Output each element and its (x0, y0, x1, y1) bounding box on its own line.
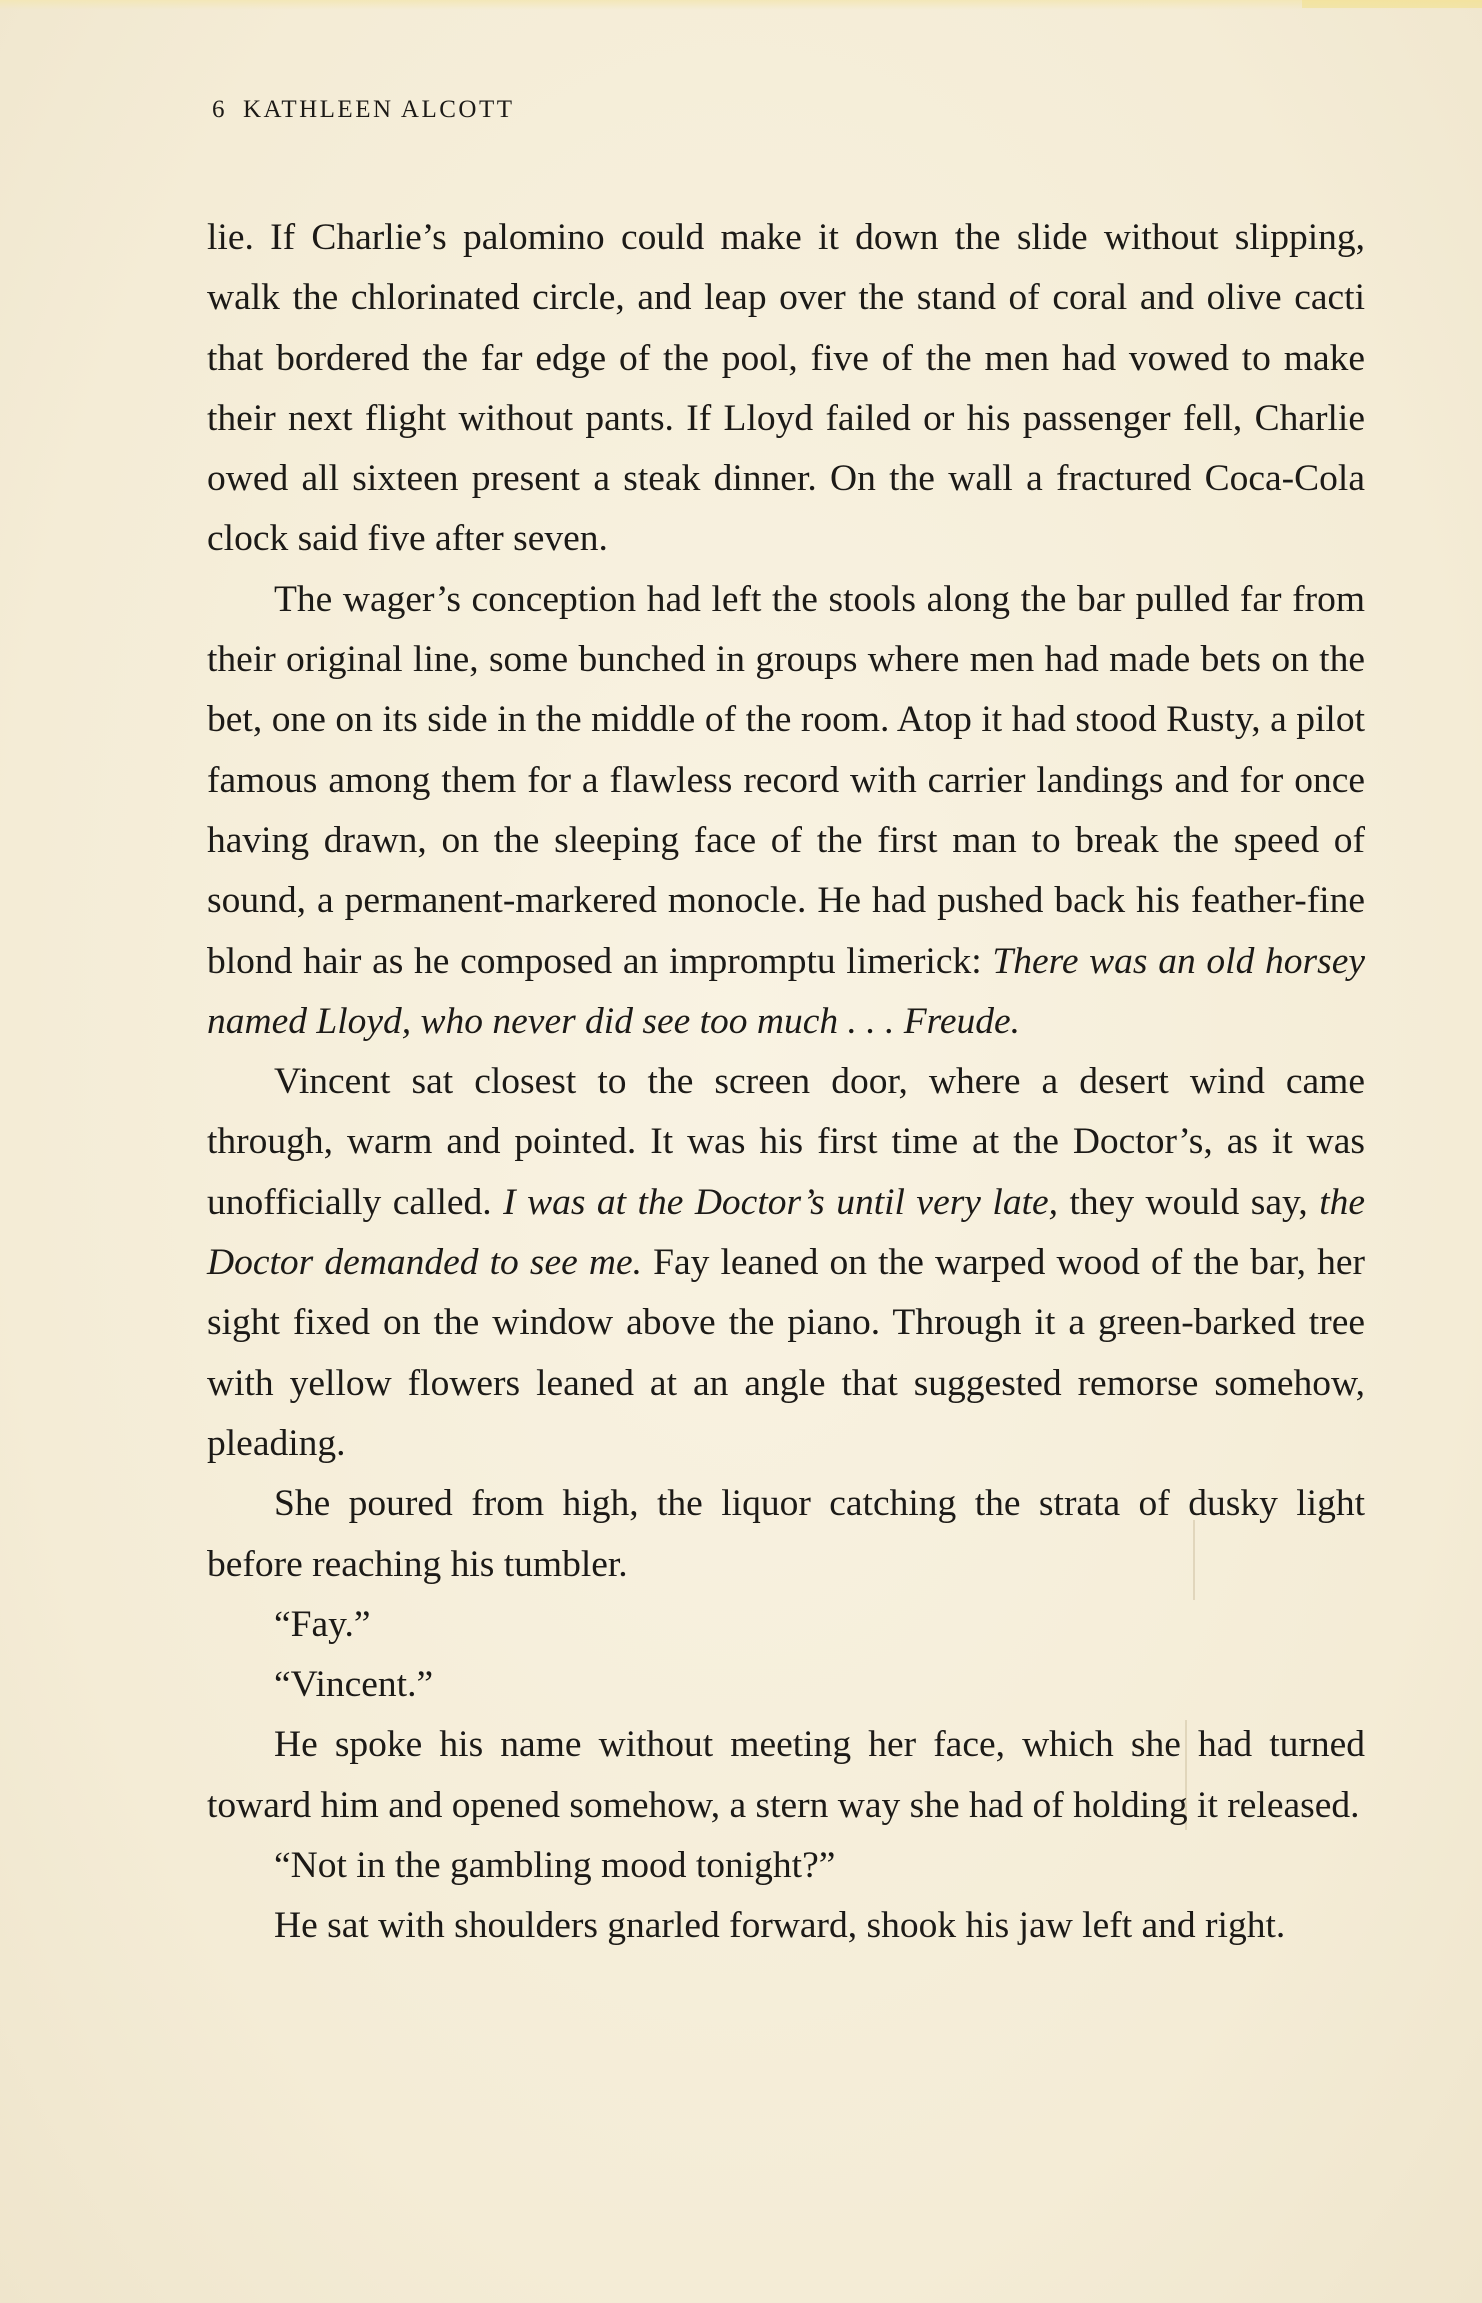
paragraph: He spoke his name without meeting her face, which she had turned toward him and opened somehow, a stern way she had of holding it released. (207, 1724, 1365, 1826)
paragraph-text: Vincent sat closest to the screen door, where a desert wind came through, warm and pointed. It was his first time at the Doctor’s, as it was unofficially called. (207, 1061, 1365, 1223)
italic-limerick: There was an old horsey named Lloyd, who never did see too much . . . Freude. (207, 940, 1365, 1042)
running-head (212, 96, 515, 124)
paragraph (207, 570, 1365, 1052)
dialogue-line: “Not in the gambling mood tonight?” (274, 1845, 836, 1887)
top-edge-stain (0, 0, 1482, 10)
body-text (207, 208, 1365, 1957)
paragraph-text: Fay leaned on the warped wood of the bar, her sight fixed on the window above the piano. Through it a green-barked tree with yellow flowers leaned at an angle that suggested remorse somehow, pleading. (207, 1242, 1366, 1464)
paragraph: He sat with shoulders gnarled forward, shook his jaw left and right. (274, 1905, 1286, 1947)
page-number: 6 (212, 96, 227, 123)
italic-phrase: I was at the Doctor’s until very late, (503, 1181, 1059, 1223)
paragraph: lie. If Charlie’s palomino could make it down the slide without slipping, walk the chlorinated circle, and leap over the stand of coral and olive cacti that bordered the far edge of the pool, five of the men had vowed to make their next flight without pants. If Lloyd failed or his passenger fell, Charlie owed all sixteen present a steak dinner. On the wall a fractured Coca-Cola clock said five after seven. (207, 217, 1365, 560)
paragraph-text: The wager’s conception had left the stools along the bar pulled far from their original line, some bunched in groups where men had made bets on the bet, one on its side in the middle of the room. Atop it had stood Rusty, a pilot famous among them for a flawless record with carrier landings and for once having drawn, on the sleeping face of the first man to break the speed of sound, a permanent-markered monocle. He had pushed back his feather-fine blond hair as he composed an impromptu limerick: (207, 578, 1365, 982)
paragraph-text: they would say, (1069, 1181, 1308, 1223)
dialogue-line: “Vincent.” (274, 1664, 434, 1706)
paragraph: She poured from high, the liquor catching the strata of dusky light before reaching his tumbler. (207, 1483, 1365, 1585)
author-name: KATHLEEN ALCOTT (243, 96, 515, 123)
italic-phrase: the Doctor demanded to see me. (207, 1181, 1366, 1284)
top-edge-yellow-mark (1302, 0, 1482, 8)
dialogue-line: “Fay.” (274, 1603, 371, 1645)
paragraph (207, 1052, 1365, 1474)
